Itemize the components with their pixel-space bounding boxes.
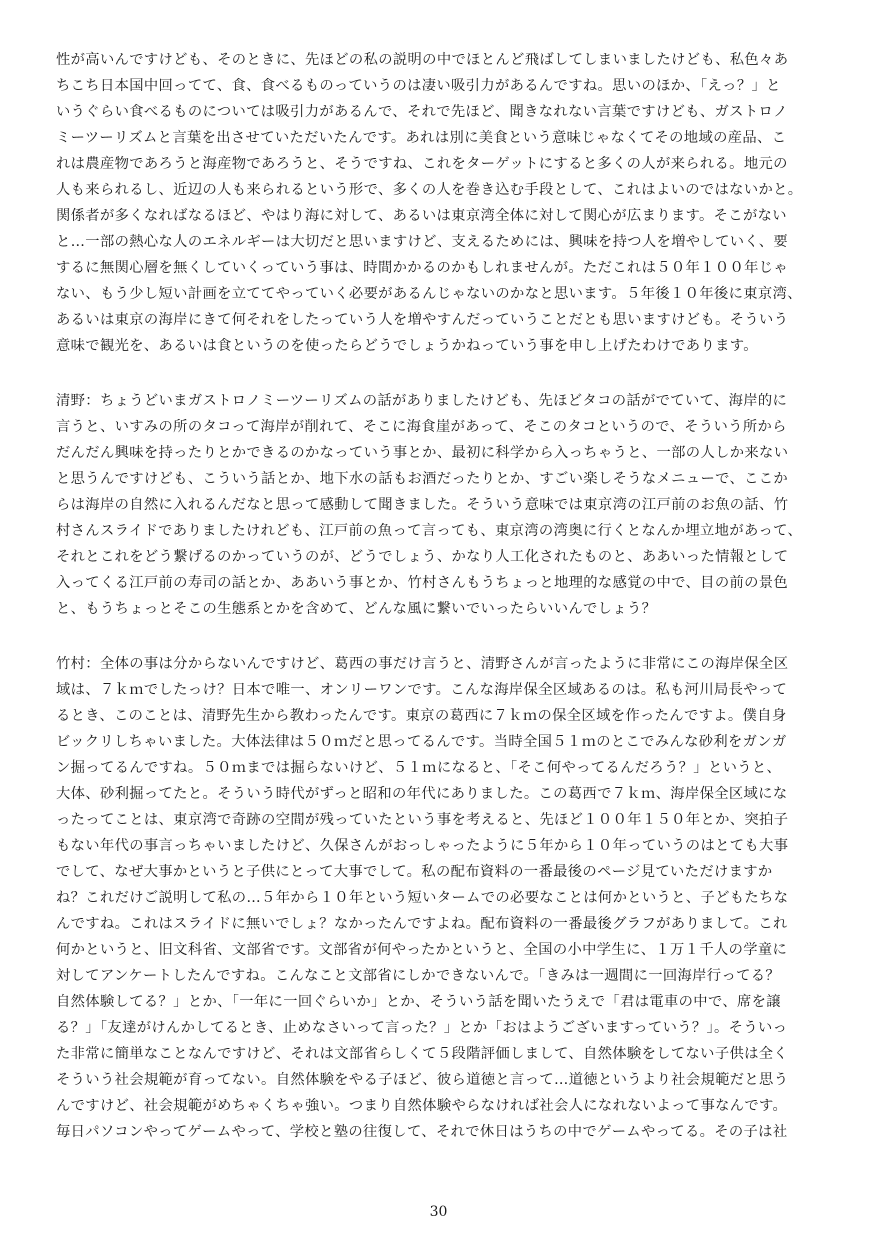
text-line: 人も来られるし、近辺の人も来られるという形で、多くの人を巻き込む手段として、これはよいのではないかと。 — [56, 182, 803, 198]
text-line: もない年代の事言っちゃいましたけど、久保さんがおっしゃったように５年から１０年っていうのはとても大事 — [56, 838, 789, 854]
text-line: と…一部の熱心な人のエネルギーは大切だと思いますけど、支えるためには、興味を持つ人を増やしていく、要 — [56, 234, 789, 250]
text-line: らは海岸の自然に入れるんだなと思って感動して聞きました。そういう意味では東京湾の江戸前のお魚の話、竹 — [56, 497, 789, 513]
text-line: 域は、７ｋｍでしたっけ？日本で唯一、オンリーワンです。こんな海岸保全区域あるのは。私も河川局長やって — [56, 682, 788, 698]
text-line: と思うんですけども、こういう話とか、地下水の話もお酒だったりとか、すごい楽しそうなメニューで、ここか — [56, 471, 789, 487]
text-line: た非常に簡単なことなんですけど、それは文部省らしくて５段階評価しまして、自然体験をしてない子供は全く — [56, 1046, 789, 1062]
text-line: あるいは東京の海岸にきて何それをしたっていう人を増やすんだっていうことだとも思いますけども。そういう — [56, 312, 789, 328]
text-line: いうぐらい食べるものについては吸引力があるんで、それで先ほど、聞きなれない言葉ですけども、ガストロノ — [56, 104, 788, 120]
text-line: だんだん興味を持ったりとかできるのかなっていう事とか、最初に科学から入っちゃうと、一部の人しか来ない — [56, 445, 789, 461]
text-line: 入ってくる江戸前の寿司の話とか、ああいう事とか、竹村さんもうちょっと地理的な感覚の中で、目の前の景色 — [56, 575, 789, 591]
text-line: んですけど、社会規範がめちゃくちゃ強い。つまり自然体験やらなければ社会人になれないよって事なんです。 — [56, 1098, 788, 1114]
text-line: るとき、このことは、清野先生から教わったんです。東京の葛西に７ｋｍの保全区域を作ったんですよ。僕自身 — [56, 708, 787, 724]
text-line: る？」「友達がけんかしてるとき、止めなさいって言った？」とか「おはようございますっていう？」。そういっ — [56, 1020, 788, 1036]
text-line: 意味で観光を、あるいは食というのを使ったらどうでしょうかねっていう事を申し上げたわけであります。 — [56, 338, 758, 354]
text-line: んですね。これはスライドに無いでしょ？なかったんですよね。配布資料の一番最後グラフがありまして。これ — [56, 916, 788, 932]
text-line: 性が高いんですけども、そのときに、先ほどの私の説明の中でほとんど飛ばしてしまいましたけども、私色々あ — [56, 52, 789, 68]
text-line: ちこち日本国中回ってて、食、食べるものっていうのは凄い吸引力があるんですね。思いのほか、「えっ？」と — [56, 78, 781, 94]
text-line: それとこれをどう繋げるのかっていうのが、どうでしょう、かなり人工化されたものと、ああいった情報として — [56, 549, 789, 565]
text-line: 対してアンケートしたんですね。こんなこと文部省にしかできないんで。「きみは一週間に一回海岸行ってる？ — [56, 968, 781, 984]
text-line: でして、なぜ大事かというと子供にとって大事でして。私の配布資料の一番最後のページ見ていただけますか — [56, 864, 773, 880]
text-line: ビックリしちゃいました。大体法律は５０ｍだと思ってるんです。当時全国５１ｍのとこでみんな砂利をガンガ — [56, 734, 787, 750]
text-line: そういう社会規範が育ってない。自然体験をやる子ほど、彼ら道徳と言って…道徳というより社会規範だと思う — [56, 1072, 789, 1088]
text-line: 清野：ちょうどいまガストロノミーツーリズムの話がありましたけども、先ほどタコの話がでていて、海岸的に — [56, 393, 788, 409]
text-line: 村さんスライドでありましたけれども、江戸前の魚って言っても、東京湾の湾奥に行くとなんか埋立地があって、 — [56, 523, 803, 539]
text-line: ミーツーリズムと言葉を出させていただいたんです。あれは別に美食という意味じゃなくてその地域の産品、こ — [56, 130, 787, 146]
text-line: ったってことは、東京湾で奇跡の空間が残っていたという事を考えると、先ほど１００年１５０年とか、突拍子 — [56, 812, 789, 828]
text-line: ン掘ってるんですね。５０ｍまでは掘らないけど、５１ｍになると、「そこ何やってるんだろう？」というと、 — [56, 760, 782, 776]
text-line: 関係者が多くなればなるほど、やはり海に対して、あるいは東京湾全体に対して関心が広まります。そこがない — [56, 208, 787, 224]
text-line: 何かというと、旧文科省、文部省です。文部省が何やったかというと、全国の小中学生に、１万１千人の学童に — [56, 942, 788, 958]
paragraph-1 — [56, 47, 826, 359]
text-line: ね？これだけご説明して私の…５年から１０年という短いタームでの必要なことは何かというと、子どもたちな — [56, 890, 789, 906]
document-body — [56, 47, 826, 1174]
paragraph-2-kiyono — [56, 388, 826, 622]
text-line: 竹村：全体の事は分からないんですけど、葛西の事だけ言うと、清野さんが言ったように非常にこの海岸保全区 — [56, 656, 789, 672]
text-line: 言うと、いすみの所のタコって海岸が削れて、そこに海食崖があって、そこのタコというので、そういう所から — [56, 419, 787, 435]
page-number: 30 — [429, 1204, 448, 1220]
text-line: するに無関心層を無くしていくっていう事は、時間かかるのかもしれませんが。ただこれは５０年１００年じゃ — [56, 260, 789, 276]
text-line: れは農産物であろうと海産物であろうと、そうですね、これをターゲットにすると多くの人が来られる。地元の — [56, 156, 788, 172]
paragraph-3-takemura — [56, 651, 826, 1145]
text-line: 自然体験してる？」とか、「一年に一回ぐらいか」とか、そういう話を聞いたうえで「君は電車の中で、席を譲 — [56, 994, 781, 1010]
text-line: と、もうちょっとそこの生態系とかを含めて、どんな風に繋いでいったらいいんでしょう？ — [56, 601, 657, 617]
text-line: 毎日パソコンやってゲームやって、学校と塾の往復して、それで休日はうちの中でゲームやってる。その子は社 — [56, 1124, 788, 1140]
text-line: ない、もう少し短い計画を立ててやっていく必要があるんじゃないのかなと思います。５年後１０年後に東京湾、 — [56, 286, 802, 302]
text-line: 大体、砂利掘ってたと。そういう時代がずっと昭和の年代にありました。この葛西で７ｋｍ、海岸保全区域にな — [56, 786, 788, 802]
